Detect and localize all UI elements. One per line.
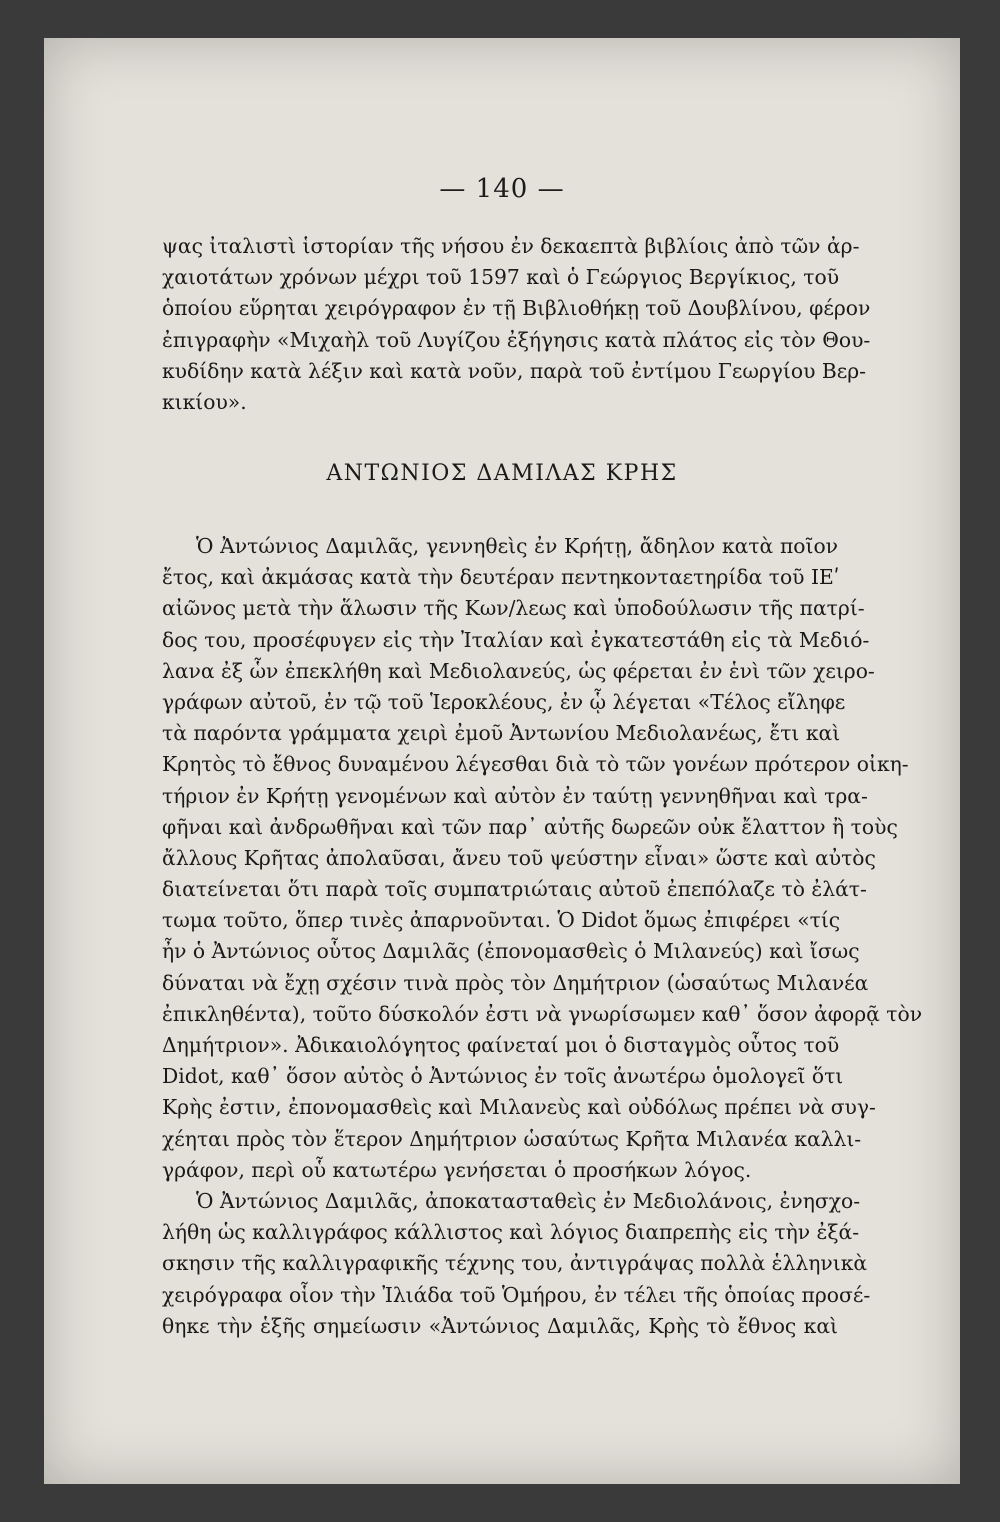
text-line: ἄλλους Κρῆτας ἀπολαῦσαι, ἄνευ τοῦ ψεύστην εἶναι» ὥστε καὶ αὐτὸς — [162, 845, 876, 870]
text-line: διατείνεται ὅτι παρὰ τοῖς συμπατριώταις αὐτοῦ ἐπεπόλαζε τὸ ἐλάτ- — [162, 877, 867, 902]
text-line: ἐπιγραφὴν «Μιχαὴλ τοῦ Λυγίζου ἐξήγησις κατὰ πλάτος εἰς τὸν Θου- — [162, 327, 871, 352]
text-line: Δημήτριον». Ἀδικαιολόγητος φαίνεταί μοι ὁ δισταγμὸς οὗτος τοῦ — [162, 1033, 840, 1057]
text-line: δος του, προσέφυγεν εἰς τὴν Ἰταλίαν καὶ ἐγκατεστάθη εἰς τὰ Μεδιό- — [162, 627, 870, 652]
intro-paragraph — [162, 231, 871, 418]
text-line: τωμα τοῦτο, ὅπερ τινὲς ἀπαρνοῦνται. Ὁ Didot ὅμως ἐπιφέρει «τίς — [162, 908, 841, 933]
section-heading: ΑΝΤΩΝΙΟΣ ΔΑΜΙΛΑΣ ΚΡΗΣ — [326, 461, 678, 486]
text-line: δύναται νὰ ἔχῃ σχέσιν τινὰ πρὸς τὸν Δημήτριον (ὡσαύτως Μιλανέα — [162, 970, 869, 995]
text-line: σκησιν τῆς καλλιγραφικῆς τέχνης του, ἀντιγράψας πολλὰ ἑλληνικὰ — [162, 1251, 868, 1276]
text-line: ὁποίου εὕρηται χειρόγραφον ἐν τῇ Βιβλιοθήκῃ τοῦ Δουβλίνου, φέρον — [162, 296, 871, 321]
text-line: λανα ἐξ ὧν ἐπεκλήθη καὶ Μεδιολανεύς, ὡς φέρεται ἐν ἑνὶ τῶν χειρο- — [162, 658, 875, 683]
text-line: ἦν ὁ Ἀντώνιος οὗτος Δαμιλᾶς (ἐπονομασθεὶς ὁ Μιλανεύς) καὶ ἴσως — [162, 939, 860, 964]
text-line: κυδίδην κατὰ λέξιν καὶ κατὰ νοῦν, παρὰ τοῦ ἐντίμου Γεωργίου Βερ- — [162, 358, 867, 383]
text-line: γράφον, περὶ οὗ κατωτέρω γενήσεται ὁ προσήκων λόγος. — [162, 1157, 752, 1182]
text-line: χαιοτάτων χρόνων μέχρι τοῦ 1597 καὶ ὁ Γεώργιος Βεργίκιος, τοῦ — [162, 265, 840, 290]
text-line: αἰῶνος μετὰ τὴν ἅλωσιν τῆς Κων/λεως καὶ ὑποδούλωσιν τῆς πατρί- — [162, 596, 865, 621]
main-text — [162, 531, 923, 1342]
text-line: Ὁ Ἀντώνιος Δαμιλᾶς, γεννηθεὶς ἐν Κρήτῃ, ἄδηλον κατὰ ποῖον — [196, 534, 838, 558]
text-line: τὰ παρόντα γράμματα χειρὶ ἐμοῦ Ἀντωνίου Μεδιολανέως, ἔτι καὶ — [162, 721, 841, 746]
text-line: ψας ἰταλιστὶ ἱστορίαν τῆς νήσου ἐν δεκαεπτὰ βιβλίοις ἀπὸ τῶν ἀρ- — [162, 234, 860, 258]
text-line: ἐπικληθέντα), τοῦτο δύσκολόν ἐστι νὰ γνωρίσωμεν καθ᾽ ὅσον ἀφορᾷ τὸν — [162, 1001, 923, 1026]
text-line: κικίου». — [162, 389, 247, 414]
text-line: Ὁ Ἀντώνιος Δαμιλᾶς, ἀποκατασταθεὶς ἐν Μεδιολάνοις, ἐνησχο- — [196, 1188, 861, 1213]
text-line: θηκε τὴν ἑξῆς σημείωσιν «Ἀντώνιος Δαμιλᾶς, Κρὴς τὸ ἔθνος καὶ — [162, 1313, 838, 1338]
text-line: Κρητὸς τὸ ἔθνος δυναμένου λέγεσθαι διὰ τὸ τῶν γονέων πρότερον οἰκη- — [162, 752, 909, 777]
text-line: ἔτος, καὶ ἀκμάσας κατὰ τὴν δευτέραν πεντηκονταετηρίδα τοῦ ΙΕʹ — [162, 565, 840, 590]
text-line: χέηται πρὸς τὸν ἕτερον Δημήτριον ὡσαύτως Κρῆτα Μιλανέα καλλι- — [162, 1126, 862, 1151]
text-line: χειρόγραφα οἷον τὴν Ἰλιάδα τοῦ Ὁμήρου, ἐν τέλει τῆς ὁποίας προσέ- — [162, 1282, 871, 1307]
text-line: Didot, καθ᾽ ὅσον αὐτὸς ὁ Ἀντώνιος ἐν τοῖς ἀνωτέρω ὁμολογεῖ ὅτι — [162, 1064, 844, 1089]
scanned-page — [44, 38, 960, 1484]
text-line: Κρὴς ἐστιν, ἐπονομασθεὶς καὶ Μιλανεὺς καὶ οὐδόλως πρέπει νὰ συγ- — [162, 1095, 876, 1120]
text-line: τήριον ἐν Κρήτῃ γενομένων καὶ αὐτὸν ἐν ταύτῃ γεννηθῆναι καὶ τρα- — [162, 783, 868, 808]
page-number: — 140 — — [439, 174, 565, 204]
text-line: φῆναι καὶ ἀνδρωθῆναι καὶ τῶν παρ᾽ αὐτῆς δωρεῶν οὐκ ἔλαττον ἢ τοὺς — [162, 814, 898, 839]
text-line: λήθη ὡς καλλιγράφος κάλλιστος καὶ λόγιος διαπρεπὴς εἰς τὴν ἐξά- — [162, 1220, 860, 1245]
text-line: γράφων αὐτοῦ, ἐν τῷ τοῦ Ἱεροκλέους, ἐν ᾧ λέγεται «Τέλος εἴληφε — [162, 689, 846, 714]
